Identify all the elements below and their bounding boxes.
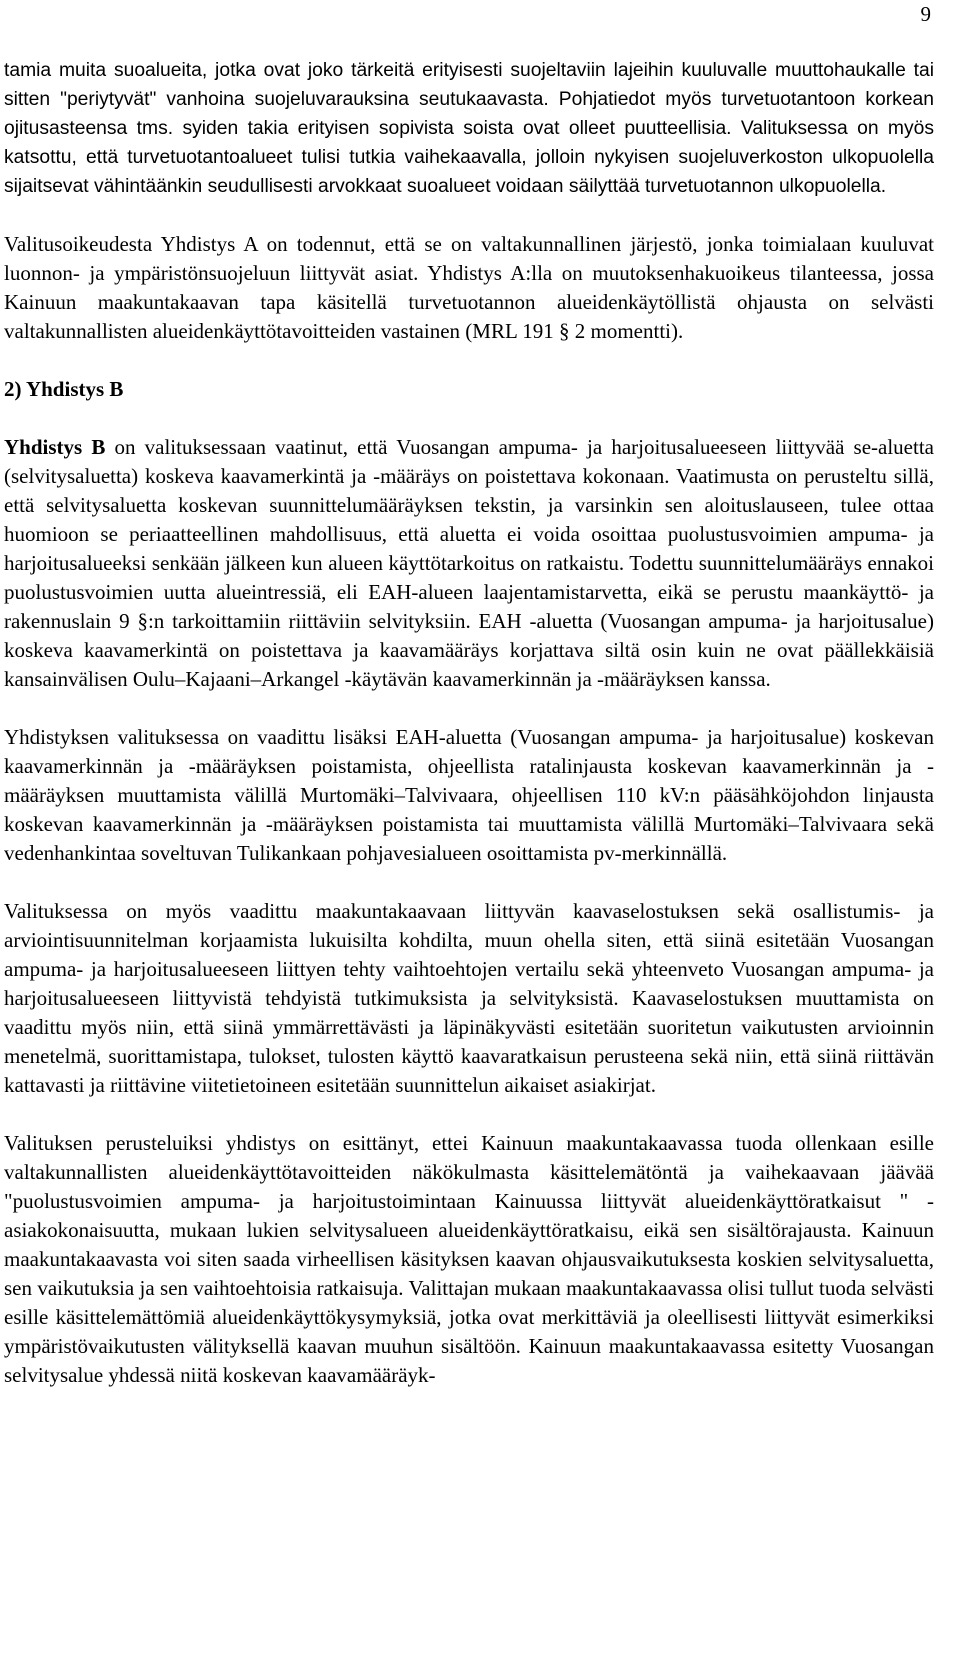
paragraph-kaavaselostus: Valituksessa on myös vaadittu maakuntakaavaan liittyvän kaavaselostuksen sekä osallistumis- ja arviointisuunnitelman korjaamista lukuisilta kohdilta, muun ohella siten, että siinä esitetään Vuosangan ampuma- ja harjoitusalueeseen liittyen tehty vaihtoehtojen vertailu sekä yhteenveto Vuosangan ampuma- ja harjoitusalueeseen liittyvistä tehdyistä tutkimuksista ja selvityksistä. Kaavaselostuksen muuttamista on vaadittu myös niin, että siinä ymmärrettävästi ja läpinäkyvästi esitetään suoritetun vaikutusten arvioinnin menetelmä, suorittamistapa, tulokset, tulosten käyttö kaavaratkaisun perusteena sekä niin, että siinä riittävän kattavasti ja riittävine viitetietoineen esitetään suunnittelun aikaiset asiakirjat. <box>4 899 934 1097</box>
section-heading-yhdistys-b: 2) Yhdistys B <box>4 377 124 401</box>
bold-lead-yhdistys-b: Yhdistys B <box>4 435 106 459</box>
page-number: 9 <box>920 2 931 26</box>
paragraph-turvetuotanto: tamia muita suoalueita, jotka ovat joko tärkeitä erityisesti suojeltaviin lajeihin kuuluvalle muuttohaukalle tai sitten "periytyvät" vanhoina suojeluvarauksina seutukaavasta. Pohjatiedot myös turvetuotantoon korkean ojitusasteensa tms. syiden takia erityisen sopivista soista ovat olleet puutteellisia. Valituksessa on myös katsottu, että turvetuotantoalueet tulisi tutkia vaihekaavalla, jolloin nykyisen suojeluverkoston ulkopuolella sijaitsevat vähintäänkin seudullisesti arvokkaat suoalueet voidaan säilyttää turvetuotannon ulkopuolella. <box>4 60 934 197</box>
paragraph-yhdistys-b-text: on valituksessaan vaatinut, että Vuosangan ampuma- ja harjoitusalueeseen liittyvää se-aluetta (selvitysaluetta) koskeva kaavamerkintä ja -määräys on poistettava kokonaan. Vaatimusta on perusteltu sillä, että selvitysaluetta koskevan suunnittelumääräyksen tekstin, ja varsinkin sen aloituslauseen, tulee ottaa huomioon se periaatteellinen mahdollisuus, että aluetta ei voida osoittaa puolustusvoimien ampuma- ja harjoitusalueeksi senkään jälkeen kun alueen käyttötarkoitus on ratkaistu. Todettu suunnittelumääräys ennakoi puolustusvoimien uutta alueintressiä, eli EAH-alueen laajentamistarvetta, eikä se perustu maankäyttö- ja rakennuslain 9 §:n tarkoittamiin riittäviin selvityksiin. EAH -aluetta (Vuosangan ampuma- ja harjoitusalue) koskeva kaavamerkintä on poistettava ja kaavamääräys korjattava siltä osin kuin ne ovat päällekkäisiä kansainvälisen Oulu–Kajaani–Arkangel -käytävän kaavamerkinnän ja -määräyksen kanssa. <box>4 435 934 691</box>
paragraph-lisavaatimukset: Yhdistyksen valituksessa on vaadittu lisäksi EAH-aluetta (Vuosangan ampuma- ja harjoitusalue) koskevan kaavamerkinnän ja -määräyksen poistamista, ohjeellista ratalinjausta koskevan kaavamerkinnän ja -määräyksen muuttamista välillä Murtomäki–Talvivaara, ohjeellisen 110 kV:n pääsähköjohdon linjausta koskevan kaavamerkinnän ja -määräyksen poistamista tai muuttamista välillä Murtomäki–Talvivaara sekä vedenhankintaa soveltuvan Tulikankaan pohjavesialueen osoittamista pv-merkinnällä. <box>4 725 934 865</box>
document-body <box>4 56 934 1419</box>
paragraph-valitusoikeus: Valitusoikeudesta Yhdistys A on todennut, että se on valtakunnallinen järjestö, jonka toimialaan kuuluvat luonnon- ja ympäristönsuojeluun liittyvät asiat. Yhdistys A:lla on muutoksenhakuoikeus tilanteessa, jossa Kainuun maakuntakaavan tapa käsitellä turvetuotannon alueidenkäytöllistä ohjausta on selvästi valtakunnallisten alueidenkäyttötavoitteiden vastainen (MRL 191 § 2 momentti). <box>4 232 934 343</box>
paragraph-perustelut: Valituksen perusteluiksi yhdistys on esittänyt, ettei Kainuun maakuntakaavassa tuoda ollenkaan esille valtakunnallisten alueidenkäyttötavoitteiden näkökulmasta käsittelemätöntä ja vaihekaavaan jäävää "puolustusvoimien ampuma- ja harjoitustoimintaan Kainuussa liittyvät alueidenkäyttöratkaisut " -asiakokonaisuutta, mukaan lukien selvitysalueen alueidenkäyttöratkaisu, eikä sen sisältörajausta. Kainuun maakuntakaavasta voi siten saada virheellisen käsityksen kaavan ohjausvaikutuksesta koskien selvitysaluetta, sen vaikutuksia ja sen vaihtoehtoisia ratkaisuja. Valittajan mukaan maakuntakaavassa olisi tullut tuoda selvästi esille käsittelemättömiä alueidenkäyttökysymyksiä, jotka ovat merkittäviä ja oleellisesti liittyvät esimerkiksi ympäristövaikutusten välityksellä kaavan muuhun sisältöön. Kainuun maakuntakaavassa esitetty Vuosangan selvitysalue yhdessä niitä koskevan kaavamääräyk- <box>4 1131 934 1387</box>
paragraph-yhdistys-b-vaatimus <box>4 433 934 694</box>
